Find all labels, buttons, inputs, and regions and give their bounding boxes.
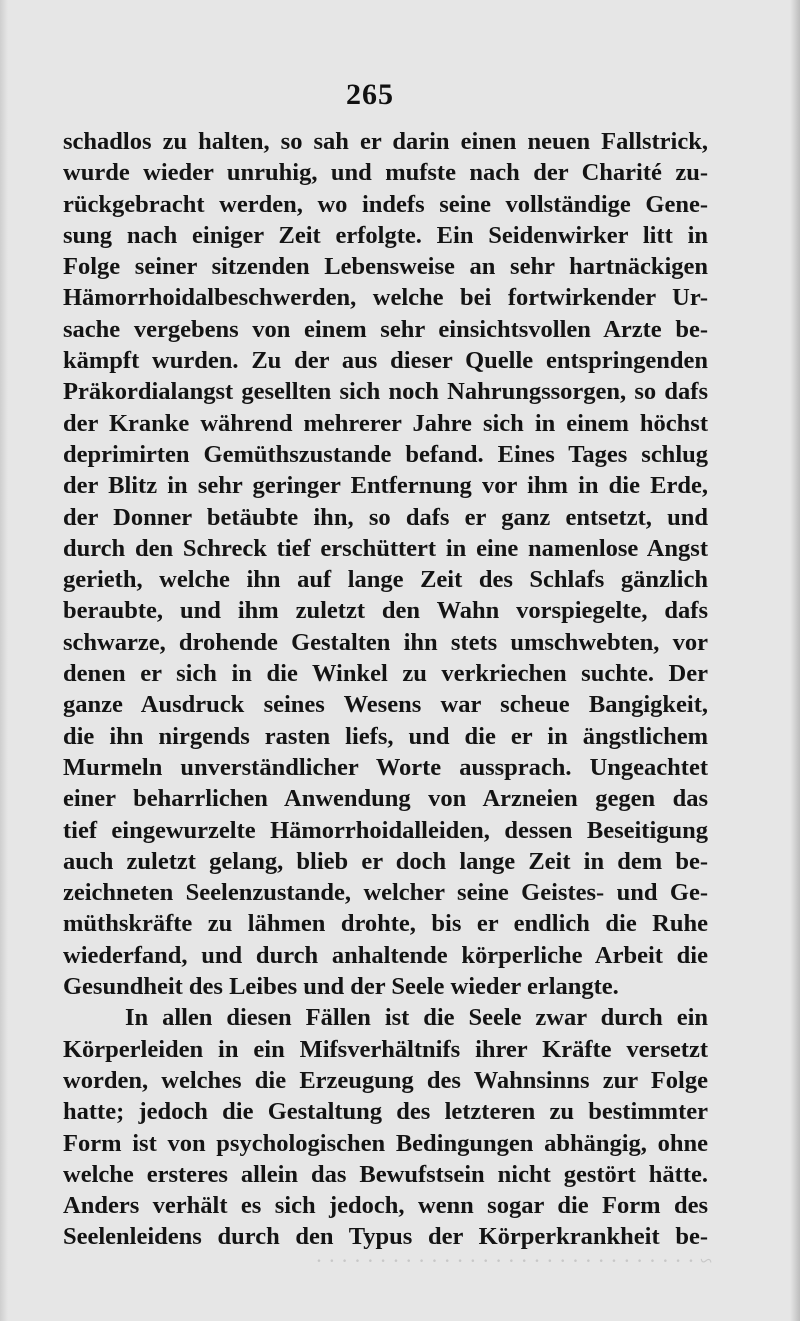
text-line: auch zuletzt gelang, blieb er doch lange Zeit in dem be-	[63, 847, 708, 875]
bleed-through-text: ~ · · · · · · · · · · · · · · · · · · · · · · · · · · · · · ·	[315, 1248, 712, 1273]
page-number: 265	[346, 78, 394, 111]
text-line: Hämorrhoidalbeschwerden, welche bei fortwirkender Ur-	[63, 284, 708, 312]
body-text	[63, 126, 708, 1253]
text-line: Präkordialangst gesellten sich noch Nahrungssorgen, so dafs	[63, 378, 708, 406]
text-line: worden, welches die Erzeugung des Wahnsinns zur Folge	[63, 1066, 708, 1094]
text-line: hatte; jedoch die Gestaltung des letzteren zu bestimmter	[63, 1098, 708, 1126]
page-edge-left	[0, 0, 8, 1321]
page-edge-right	[790, 0, 800, 1321]
text-line: der Kranke während mehrerer Jahre sich in einem höchst	[63, 409, 708, 437]
text-line: wiederfand, und durch anhaltende körperliche Arbeit die	[63, 941, 708, 969]
text-line: einer beharrlichen Anwendung von Arzneien gegen das	[63, 785, 708, 813]
text-line: der Blitz in sehr geringer Entfernung vor ihm in die Erde,	[63, 472, 708, 500]
text-line: Murmeln unverständlicher Worte aussprach. Ungeachtet	[63, 753, 708, 781]
text-line: tief eingewurzelte Hämorrhoidalleiden, dessen Beseitigung	[63, 816, 708, 844]
text-line: Körperleiden in ein Mifsverhältnifs ihrer Kräfte versetzt	[63, 1035, 708, 1063]
text-line: gerieth, welche ihn auf lange Zeit des Schlafs gänzlich	[63, 566, 708, 594]
text-line: rückgebracht werden, wo indefs seine vollständige Gene-	[63, 190, 708, 218]
text-line: der Donner betäubte ihn, so dafs er ganz entsetzt, und	[63, 503, 708, 531]
text-line: Gesundheit des Leibes und der Seele wieder erlangte.	[63, 973, 619, 1001]
text-line: ganze Ausdruck seines Wesens war scheue Bangigkeit,	[63, 691, 708, 719]
text-line: beraubte, und ihm zuletzt den Wahn vorspiegelte, dafs	[63, 597, 708, 625]
text-line: durch den Schreck tief erschüttert in eine namenlose Angst	[63, 534, 708, 562]
text-line: sache vergebens von einem sehr einsichtsvollen Arzte be-	[63, 315, 708, 343]
text-line: die ihn nirgends rasten liefs, und die er in ängstlichem	[63, 722, 708, 750]
text-line: kämpft wurden. Zu der aus dieser Quelle entspringenden	[63, 347, 708, 375]
text-line: müthskräfte zu lähmen drohte, bis er endlich die Ruhe	[63, 910, 708, 938]
text-line: welche ersteres allein das Bewufstsein nicht gestört hätte.	[63, 1160, 708, 1188]
text-line: Anders verhält es sich jedoch, wenn sogar die Form des	[63, 1192, 708, 1220]
text-line: sung nach einiger Zeit erfolgte. Ein Seidenwirker litt in	[63, 221, 708, 249]
text-line: wurde wieder unruhig, und mufste nach der Charité zu-	[63, 159, 708, 187]
text-line: zeichneten Seelenzustande, welcher seine Geistes- und Ge-	[63, 879, 708, 907]
text-line: Folge seiner sitzenden Lebensweise an sehr hartnäckigen	[63, 253, 708, 281]
text-line: Seelenleidens durch den Typus der Körperkrankheit be-	[63, 1223, 708, 1251]
text-line: deprimirten Gemüthszustande befand. Eines Tages schlug	[63, 440, 708, 468]
text-line: schwarze, drohende Gestalten ihn stets umschwebten, vor	[63, 628, 708, 656]
text-line: Form ist von psychologischen Bedingungen abhängig, ohne	[63, 1129, 708, 1157]
text-line: schadlos zu halten, so sah er darin einen neuen Fallstrick,	[63, 128, 708, 155]
text-line: In allen diesen Fällen ist die Seele zwar durch ein	[125, 1004, 708, 1032]
text-line: denen er sich in die Winkel zu verkriechen suchte. Der	[63, 660, 708, 688]
